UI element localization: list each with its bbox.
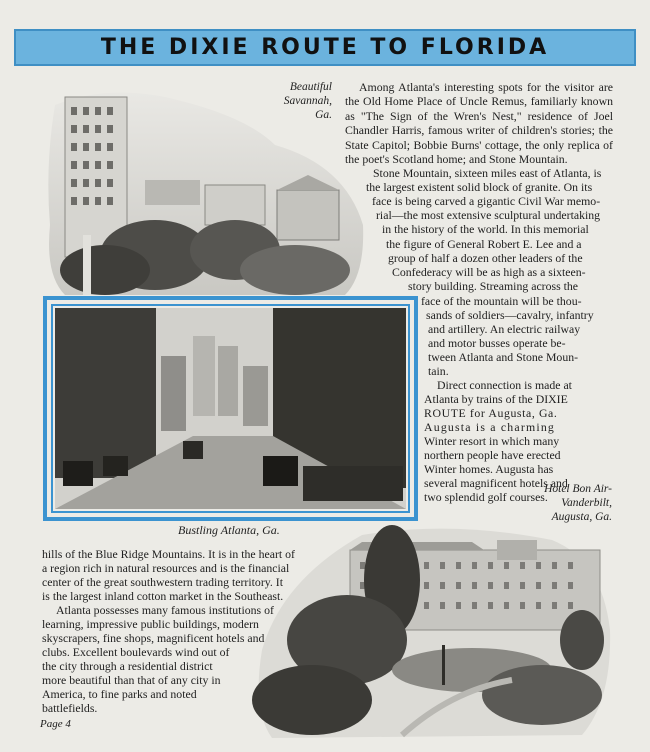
text-line: hills of the Blue Ridge Mountains. It is in the heart of <box>42 547 295 561</box>
text-line: group of half a dozen other leaders of the <box>388 251 583 265</box>
text-line: several magnificent hotels and <box>424 476 568 490</box>
paragraph-remus: Among Atlanta's interesting spots for the visitor are the Old Home Place of Uncle Remus, familiarly known as "The Sign of the Wren's Nest," residence of Joel Chandler Harris, famous writer of children's stories; the State Capitol; Bobbie Burns' cottage, the only replica of the poet's Scotland home; and Stone Mountain. <box>345 80 613 167</box>
text-line: Atlanta by trains of the DIXIE <box>424 392 568 406</box>
caption-line: Augusta, Ga. <box>551 511 612 523</box>
text-line: Confederacy will be as high as a sixteen- <box>392 265 586 279</box>
text-line: America, to fine parks and noted <box>42 687 197 701</box>
text-line: northern people have erected <box>424 448 561 462</box>
text-line: the city through a residential district <box>42 659 213 673</box>
text-line: Stone Mountain, sixteen miles east of Atlanta, is <box>373 166 602 180</box>
text-line: is the largest inland cotton market in the Southeast. <box>42 589 284 603</box>
text-line: Winter homes. Augusta has <box>424 462 554 476</box>
caption-line: Beautiful <box>289 81 332 93</box>
text-line: ROUTE for Augusta, Ga. <box>424 406 558 420</box>
augusta-caption <box>520 482 612 524</box>
atlanta-photo-frame <box>43 296 418 521</box>
text-line: Winter resort in which many <box>424 434 560 448</box>
text-line: and motor busses operate be- <box>428 336 566 350</box>
text-line: the largest existent solid block of granite. On its <box>366 180 593 194</box>
text-line: skyscrapers, fine shops, magnificent hotels and <box>42 631 265 645</box>
text-line: the figure of General Robert E. Lee and a <box>386 237 582 251</box>
right-column-paragraph-1 <box>345 80 613 166</box>
text-line: rial—the most extensive sculptural undertaking <box>376 208 601 222</box>
text-line: and artillery. An electric railway <box>428 322 581 336</box>
savannah-photo <box>45 85 365 297</box>
text-line: Direct connection is made at <box>437 378 572 392</box>
text-line: a region rich in natural resources and is the financial <box>42 561 290 575</box>
augusta-hotel-photo <box>252 520 612 742</box>
text-line: face of the mountain will be thou- <box>421 294 582 308</box>
atlanta-photo <box>55 308 406 509</box>
text-line: face is being carved a gigantic Civil War memo- <box>372 194 601 208</box>
title-banner <box>14 29 636 66</box>
text-line: battlefields. <box>42 701 98 715</box>
text-line: center of the great southwestern trading territory. It <box>42 575 283 589</box>
text-line: learning, impressive public buildings, modern <box>42 617 259 631</box>
text-line: Atlanta possesses many famous institutions of <box>56 603 274 617</box>
page-title: THE DIXIE ROUTE TO FLORIDA <box>100 35 550 60</box>
page-number: Page 4 <box>40 718 71 730</box>
text-line: story building. Streaming across the <box>408 279 579 293</box>
caption-line: Hotel Bon Air- <box>544 483 612 495</box>
text-line: tain. <box>428 364 449 378</box>
text-line: Augusta is a charming <box>424 420 556 434</box>
text-line: sands of soldiers—cavalry, infantry <box>426 308 594 322</box>
text-line: two splendid golf courses. <box>424 490 548 504</box>
atlanta-caption: Bustling Atlanta, Ga. <box>178 523 280 537</box>
text-line: in the history of the world. In this memorial <box>382 222 589 236</box>
caption-line: Savannah, <box>283 95 332 107</box>
text-line: more beautiful than that of any city in <box>42 673 221 687</box>
text-line: tween Atlanta and Stone Moun- <box>428 350 579 364</box>
caption-line: Ga. <box>315 109 332 121</box>
text-line: clubs. Excellent boulevards wind out of <box>42 645 230 659</box>
caption-line: Vanderbilt, <box>561 497 612 509</box>
